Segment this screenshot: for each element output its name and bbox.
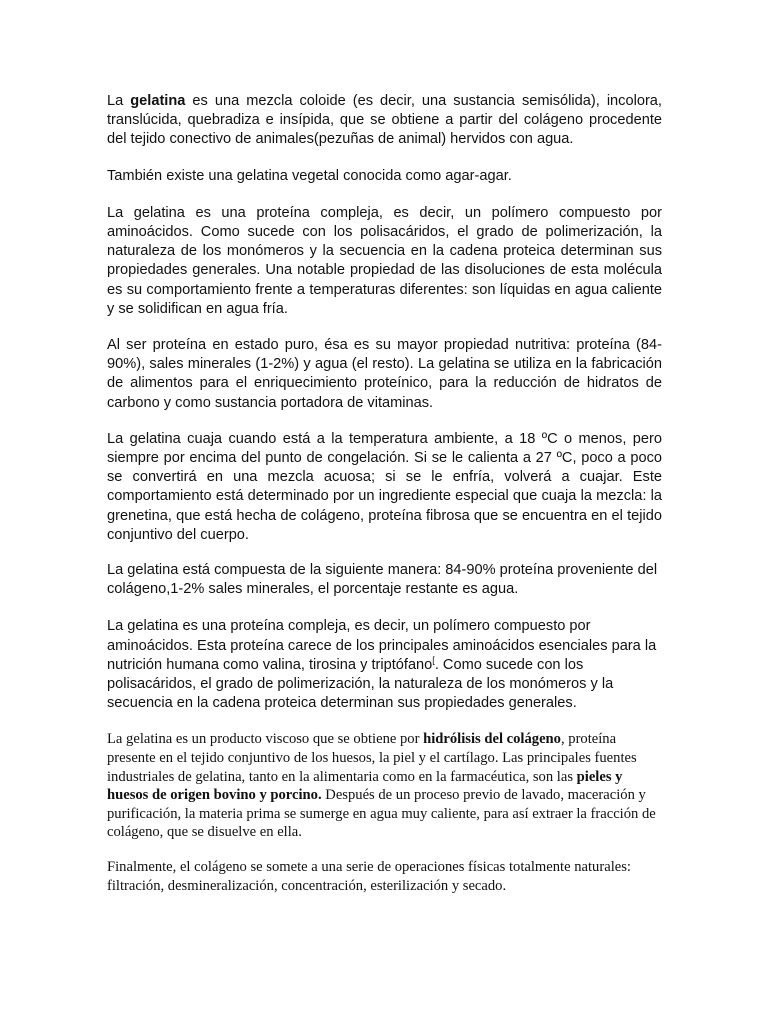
paragraph-agar: También existe una gelatina vegetal conocida como agar-agar.	[107, 167, 512, 184]
paragraph-1-start: La	[107, 93, 131, 109]
term-hidrolisis: hidrólisis del colágeno	[423, 731, 561, 748]
paragraph-nutrition: Al ser proteína en estado puro, ésa es su mayor propiedad nutritiva: proteína (84-90%), sales minerales (1-2%) y agua (el resto). La gelatina se utiliza en la fabricación de alimentos para el enriquecimiento proteínico, para la reducción de hidratos de carbono y como sustancia portadora de vitaminas.	[107, 337, 662, 411]
paragraph-composition: La gelatina está compuesta de la siguiente manera: 84-90% proteína proveniente del colágeno,1-2% sales minerales, el porcentaje restante es agua.	[107, 562, 658, 598]
paragraph-8-part-1: La gelatina es un producto viscoso que se obtiene por	[107, 731, 424, 748]
paragraph-hydrolysis	[107, 730, 662, 842]
paragraph-7-start: La gelatina es una proteína compleja, es decir, un polímero compuesto por aminoácidos. Esta proteína carece de los principales aminoácidos esenciales para la nutrición humana como valina, tirosina y triptófano	[107, 618, 657, 673]
document-body	[107, 92, 662, 909]
paragraph-1-rest: es una mezcla coloide (es decir, una sustancia semisólida), incolora, translúcida, quebradiza e insípida, que se obtiene a partir del colágeno procedente del tejido conectivo de animales(pezuñas de animal) hervidos con agua.	[107, 93, 662, 148]
term-pieles-huesos: pieles y huesos de origen bovino y porcino.	[107, 768, 623, 804]
paragraph-amino-acids	[107, 617, 662, 713]
footnote-marker: [	[432, 655, 435, 666]
paragraph-8-part-3: Después de un proceso previo de lavado, maceración y purificación, la materia prima se sumerge en agua muy caliente, para así extraer la fracción de colágeno, que se disuelve en ella.	[107, 787, 656, 841]
paragraph-protein: La gelatina es una proteína compleja, es decir, un polímero compuesto por aminoácidos. Como sucede con los polisacáridos, el grado de polimerización, la naturaleza de los monómeros y la secuencia en la cadena proteica determinan sus propiedades generales. Una notable propiedad de las disoluciones de esta molécula es su comportamiento frente a temperaturas diferentes: son líquidas en agua caliente y se solidifican en agua fría.	[107, 204, 662, 317]
term-gelatina: gelatina	[130, 93, 186, 109]
paragraph-8-part-2: , proteína presente en el tejido conjuntivo de los huesos, la piel y el cartílago. Las principales fuentes industriales de gelatina, tanto en la alimentaria como en la farmacéutica, son las	[107, 731, 637, 785]
paragraph-7-rest: . Como sucede con los polisacáridos, el grado de polimerización, la naturaleza de los monómeros y la secuencia en la cadena proteica determinan sus propiedades generales.	[107, 656, 614, 712]
paragraph-temperature: La gelatina cuaja cuando está a la temperatura ambiente, a 18 ºC o menos, pero siempre por encima del punto de congelación. Si se le calienta a 27 ºC, poco a poco se convertirá en una mezcla acuosa; si se le enfría, volverá a cuajar. Este comportamiento está determinado por un ingrediente especial que cuaja la mezcla: la grenetina, que está hecha de colágeno, proteína fibrosa que se encuentra en el tejido conjuntivo del cuerpo.	[107, 430, 662, 543]
paragraph-definition	[107, 92, 662, 150]
paragraph-processing: Finalmente, el colágeno se somete a una serie de operaciones físicas totalmente naturales: filtración, desmineralización, concentración, esterilización y secado.	[107, 859, 631, 894]
